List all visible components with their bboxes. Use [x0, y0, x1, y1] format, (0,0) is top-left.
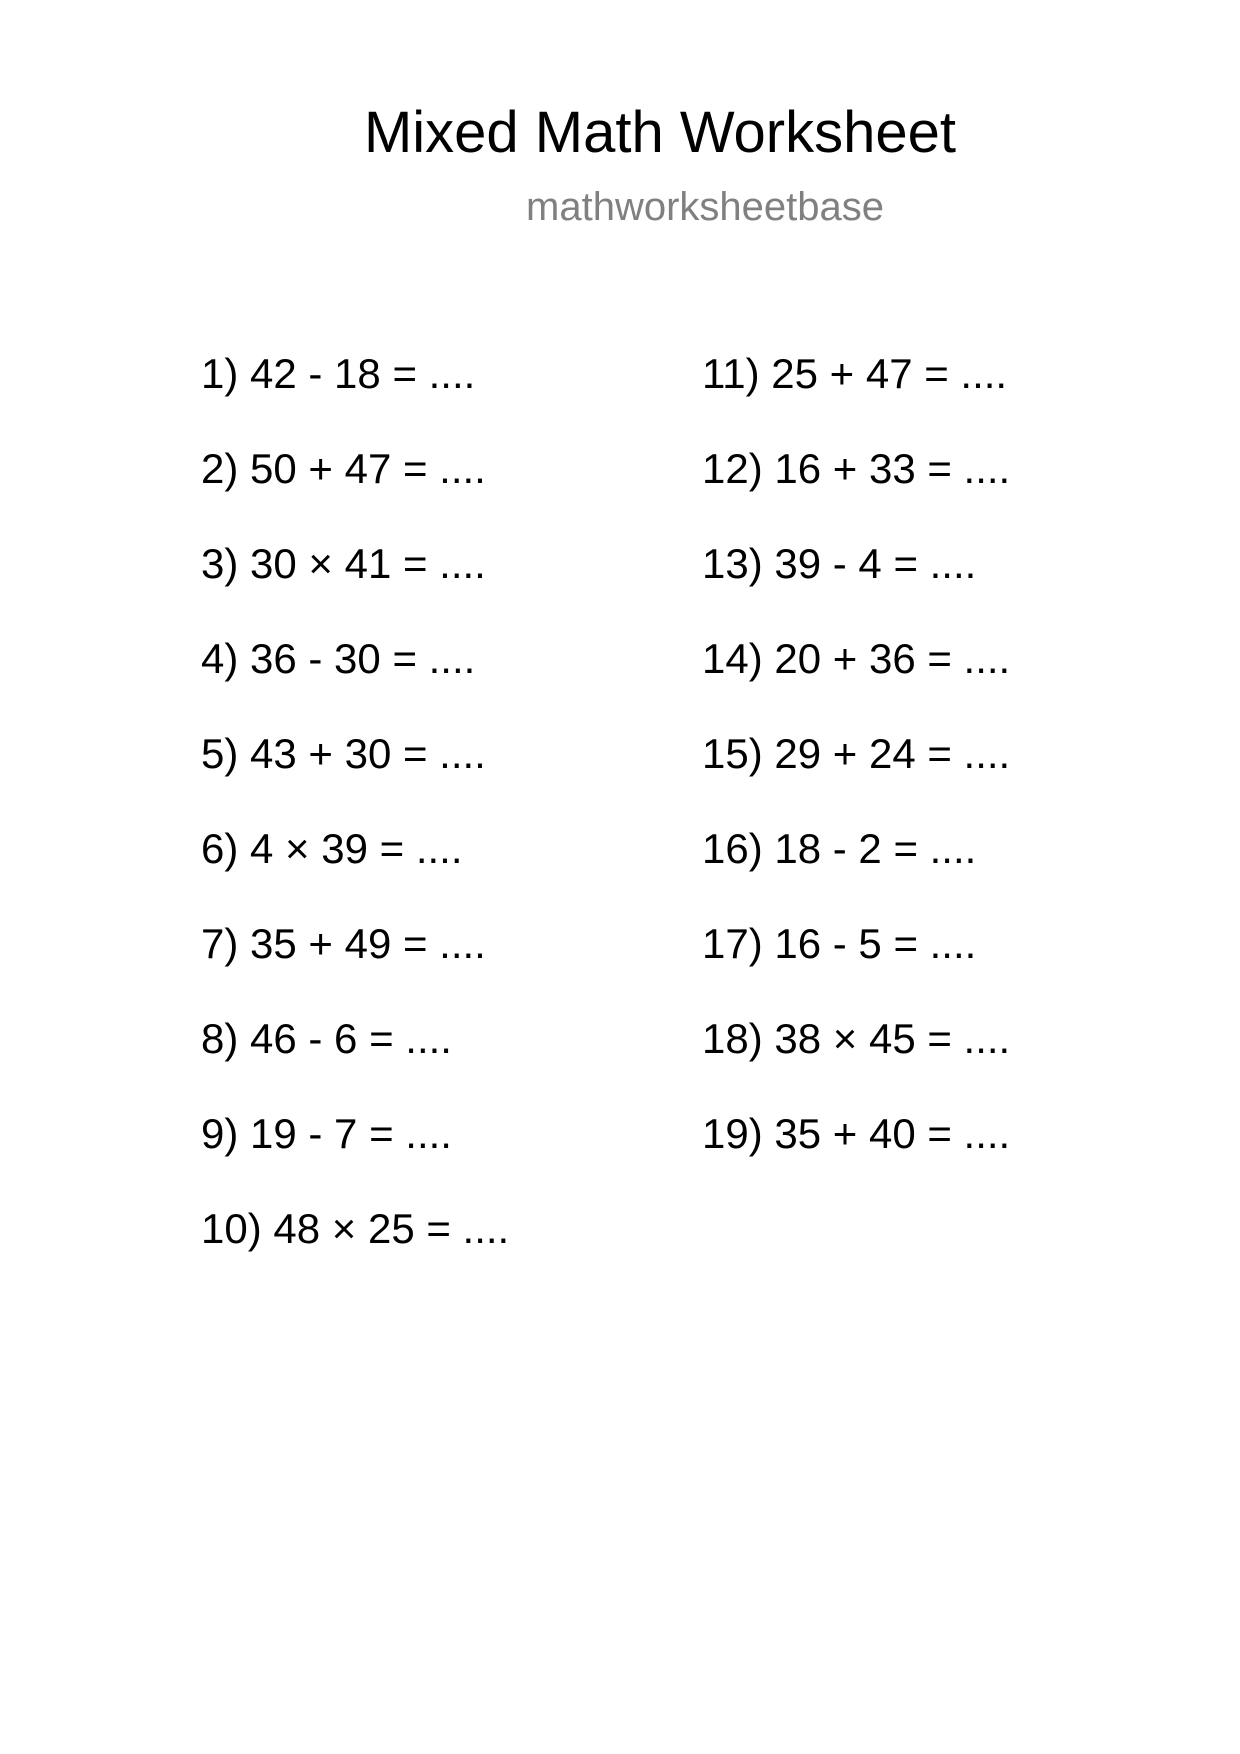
problem-item: 2) 50 + 47 = ....: [201, 445, 486, 492]
problem-item: 17) 16 - 5 = ....: [702, 920, 977, 967]
problem-item: 6) 4 × 39 = ....: [201, 825, 463, 872]
problem-item: 8) 46 - 6 = ....: [201, 1015, 452, 1062]
problem-item: 5) 43 + 30 = ....: [201, 730, 486, 777]
problem-item: 1) 42 - 18 = ....: [201, 350, 476, 397]
problem-column-right: [702, 349, 1010, 1204]
problem-item: 14) 20 + 36 = ....: [702, 635, 1011, 682]
problem-item: 13) 39 - 4 = ....: [702, 540, 977, 587]
problem-item: 3) 30 × 41 = ....: [201, 540, 486, 587]
problem-item: 15) 29 + 24 = ....: [702, 730, 1011, 777]
worksheet-subtitle: mathworksheetbase: [526, 185, 884, 229]
problem-item: 11) 25 + 47 = ....: [702, 350, 1008, 397]
problem-item: 4) 36 - 30 = ....: [201, 635, 476, 682]
problem-item: 16) 18 - 2 = ....: [702, 825, 977, 872]
problem-item: 7) 35 + 49 = ....: [201, 920, 486, 967]
problem-item: 10) 48 × 25 = ....: [201, 1205, 510, 1252]
problem-item: 18) 38 × 45 = ....: [702, 1015, 1011, 1062]
problem-item: 12) 16 + 33 = ....: [702, 445, 1011, 492]
problem-item: 9) 19 - 7 = ....: [201, 1110, 452, 1157]
problem-column-left: [201, 349, 509, 1299]
worksheet-title: Mixed Math Worksheet: [363, 100, 957, 165]
problem-item: 19) 35 + 40 = ....: [702, 1110, 1011, 1157]
